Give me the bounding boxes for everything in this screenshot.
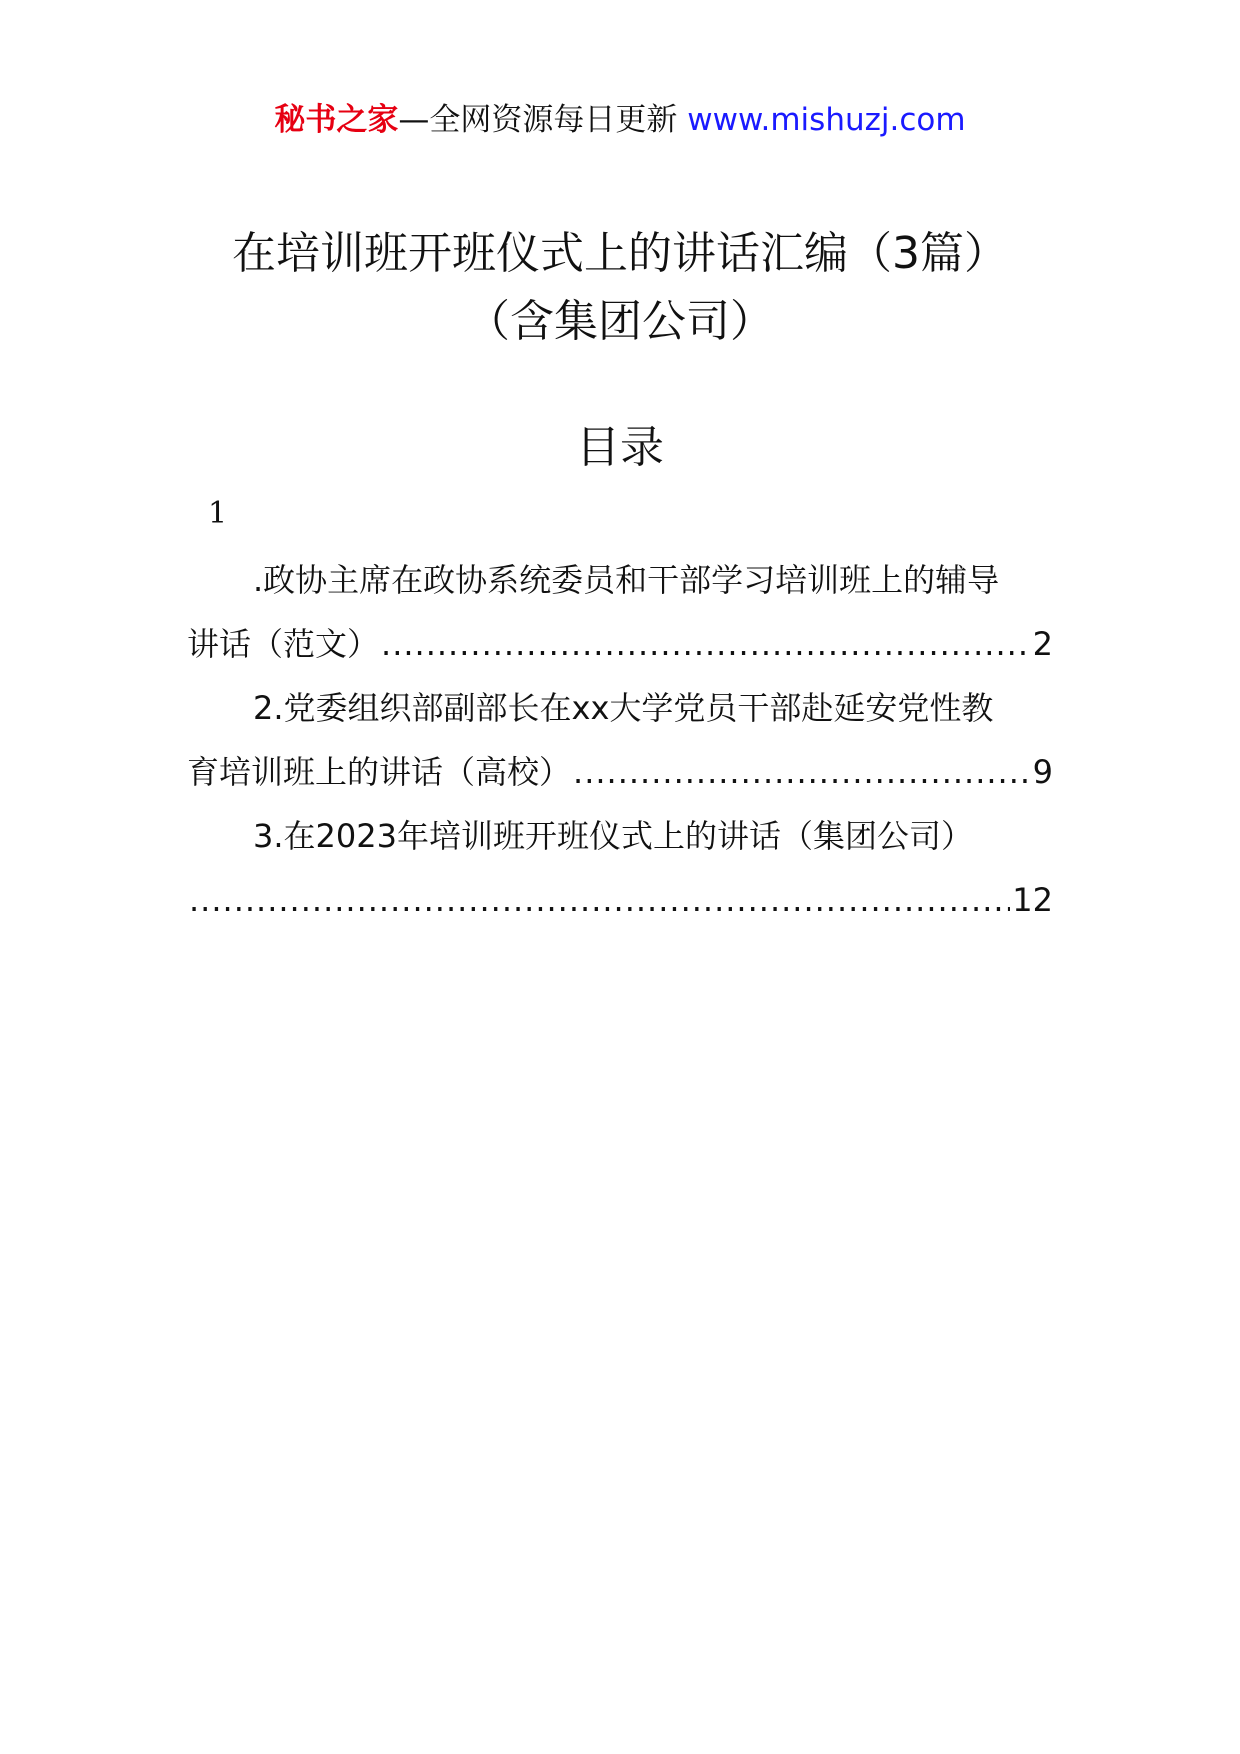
toc-entry-3-leader[interactable] <box>187 876 1053 924</box>
document-title: 在培训班开班仪式上的讲话汇编（3篇） <box>232 228 1008 279</box>
toc-entry-3-title[interactable]: 3.在2023年培训班开班仪式上的讲话（集团公司） <box>253 817 973 855</box>
toc-entry-1-title-cont: 讲话（范文） <box>187 625 380 663</box>
list-number: 1 <box>208 496 228 531</box>
dot-leader <box>573 748 1031 796</box>
toc-heading: 目录 <box>576 422 664 473</box>
toc-entry-1-title[interactable]: .政协主席在政协系统委员和干部学习培训班上的辅导 <box>253 561 1000 599</box>
toc-entry-2-page: 9 <box>1032 753 1053 791</box>
document-subtitle: （含集团公司） <box>466 296 774 347</box>
toc-entry-1-page: 2 <box>1032 625 1053 663</box>
toc-entry-2-leader[interactable] <box>187 748 1053 796</box>
banner-slogan: —全网资源每日更新 <box>398 102 678 138</box>
brand-name: 秘书之家 <box>274 102 399 138</box>
site-link[interactable]: www.mishuzj.com <box>687 102 966 138</box>
toc-entry-3-page: 12 <box>1012 881 1053 919</box>
dot-leader <box>189 876 1010 924</box>
toc-entry-2-title[interactable]: 2.党委组织部副部长在xx大学党员干部赴延安党性教 <box>253 689 994 727</box>
site-banner <box>0 100 1240 140</box>
toc-entry-1-leader[interactable] <box>187 620 1053 668</box>
dot-leader <box>381 620 1031 668</box>
toc-entry-2-title-cont: 育培训班上的讲话（高校） <box>187 753 572 791</box>
